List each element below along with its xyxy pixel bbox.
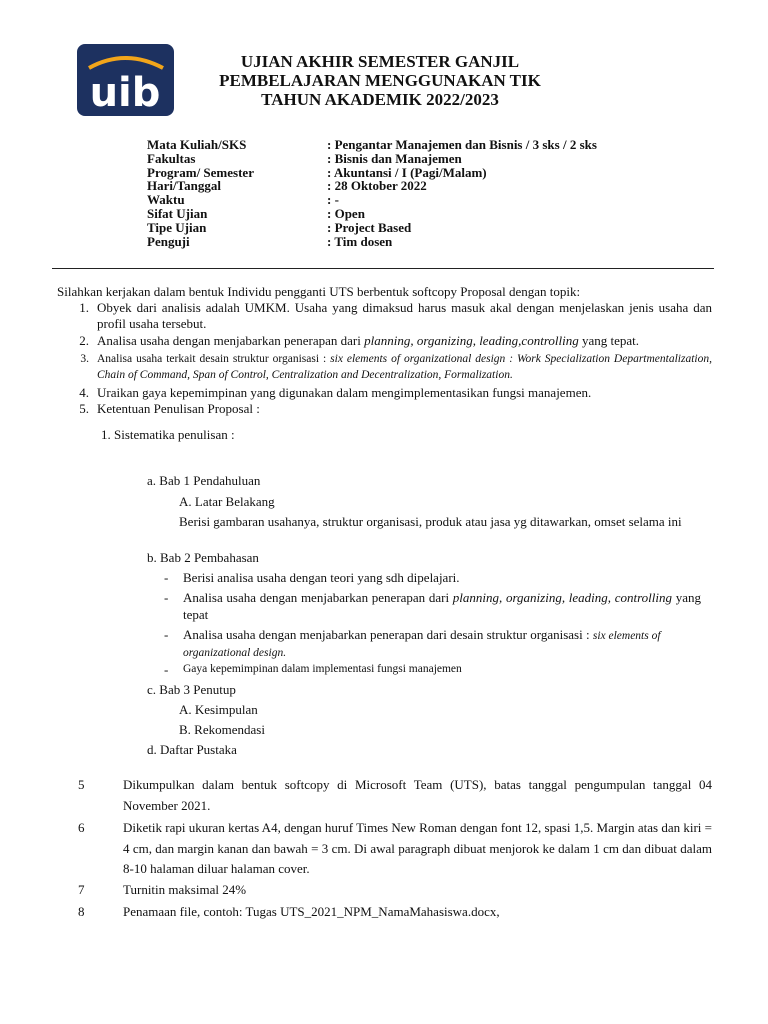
meta-value: : Project Based xyxy=(327,219,412,235)
item-number: 5. xyxy=(79,401,89,416)
rule-text: Dikumpulkan dalam bentuk softcopy di Microsoft Team (UTS), batas tanggal pengumpulan tanggal 04 November 2021. xyxy=(123,777,712,813)
meta-value: : Tim dosen xyxy=(327,233,393,249)
meta-value: : - xyxy=(327,192,339,208)
exam-header xyxy=(180,52,580,109)
meta-row xyxy=(147,207,597,221)
bullet-dash: - xyxy=(164,570,169,585)
divider xyxy=(52,268,714,269)
bullet-dash: - xyxy=(164,662,169,677)
bullet-dash: - xyxy=(164,627,169,642)
meta-key: Waktu xyxy=(147,192,185,208)
item-text-part: Analisa usaha dengan menjabarkan penerapan dari xyxy=(97,333,365,348)
exam-meta xyxy=(147,138,597,248)
bab1-heading: a. Bab 1 Pendahuluan xyxy=(147,473,261,488)
item-text-part: Analisa usaha terkait desain struktur organisasi : xyxy=(97,353,331,365)
meta-row xyxy=(147,138,597,152)
item-text: Ketentuan Penulisan Proposal : xyxy=(97,401,260,416)
header-year: TAHUN AKADEMIK 2022/2023 xyxy=(261,90,499,109)
bab2-item-part: yang tepat xyxy=(183,590,701,622)
rule-number: 6 xyxy=(78,820,85,835)
rule-number: 7 xyxy=(78,882,85,897)
meta-row xyxy=(147,193,597,207)
header-subtitle: PEMBELAJARAN MENGGUNAKAN TIK xyxy=(219,71,541,90)
bab1-item: A. Latar Belakang xyxy=(179,494,275,509)
meta-key: Penguji xyxy=(147,233,190,249)
meta-row xyxy=(147,235,597,249)
bab3-heading: c. Bab 3 Penutup xyxy=(147,682,236,697)
bab2-item-italic: planning, organizing, leading, controlling xyxy=(452,590,673,605)
meta-key: Mata Kuliah/SKS xyxy=(147,137,247,152)
meta-key: Tipe Ujian xyxy=(147,219,207,235)
list-item xyxy=(57,333,712,349)
item-text-italic: planning, organizing, leading,controlling xyxy=(364,333,579,348)
bab2-item: Berisi analisa usaha dengan teori yang sdh dipelajari. xyxy=(183,570,460,585)
bab2-item xyxy=(183,627,713,661)
item-number: 3. xyxy=(80,353,89,365)
rule-text: Penamaan file, contoh: Tugas UTS_2021_NPM_NamaMahasiswa.docx, xyxy=(123,904,500,919)
bab3-item: B. Rekomendasi xyxy=(179,722,265,737)
meta-key: Hari/Tanggal xyxy=(147,178,221,194)
bab2-item-part: Analisa usaha dengan menjabarkan penerapan dari desain struktur organisasi : xyxy=(183,627,593,642)
header-title: UJIAN AKHIR SEMESTER GANJIL xyxy=(240,52,520,71)
meta-value: : Pengantar Manajemen dan Bisnis / 3 sks / 2 sks xyxy=(327,137,597,152)
meta-row xyxy=(147,221,597,235)
bab4-heading: d. Daftar Pustaka xyxy=(147,742,237,757)
item-text-italic: six elements of organizational design : Work Specialization Departmentalization, Chain of Command, Span of Control, Centralization and Decentralization, Formalization. xyxy=(97,353,712,381)
meta-value: : Bisnis dan Manajemen xyxy=(327,150,462,166)
item-number: 1. xyxy=(79,300,89,315)
rule-text: Turnitin maksimal 24% xyxy=(123,882,247,897)
list-item xyxy=(57,300,712,332)
bab1-description: Berisi gambaran usahanya, struktur organisasi, produk atau jasa yg ditawarkan, omset selama ini xyxy=(179,514,682,529)
bab3-item: A. Kesimpulan xyxy=(179,702,258,717)
item-number: 2. xyxy=(79,333,89,348)
list-item xyxy=(57,385,712,401)
meta-key: Sifat Ujian xyxy=(147,205,208,221)
meta-value: : Akuntansi / I (Pagi/Malam) xyxy=(327,164,487,180)
intro-text: Silahkan kerjakan dalam bentuk Individu pengganti UTS berbentuk softcopy Proposal dengan topik: xyxy=(57,284,581,299)
instructions xyxy=(57,284,712,417)
list-item xyxy=(57,351,712,383)
item-number: 4. xyxy=(79,385,89,400)
meta-value: : 28 Oktober 2022 xyxy=(327,178,427,194)
item-text xyxy=(97,333,712,349)
rule-number: 5 xyxy=(78,777,85,792)
bullet-dash: - xyxy=(164,590,169,605)
bab2-heading: b. Bab 2 Pembahasan xyxy=(147,550,259,565)
meta-row xyxy=(147,166,597,180)
item-text-part: yang tepat. xyxy=(578,333,640,348)
uib-logo xyxy=(77,44,174,116)
bab2-item-italic: six elements of organizational design. xyxy=(183,630,661,659)
rule-text: Diketik rapi ukuran kertas A4, dengan huruf Times New Roman dengan font 12, spasi 1,5. Margin atas dan kiri = 4 cm, dan margin kanan dan bawah = 3 cm. Di awal paragraph dibuat menjorok ke dalam 1 cm dan dibuat dalam 8-10 halaman diluar halaman cover. xyxy=(123,820,712,876)
svg-text:uib: uib xyxy=(89,70,161,116)
list-item xyxy=(57,401,712,417)
meta-row xyxy=(147,179,597,193)
meta-row xyxy=(147,152,597,166)
rule-number: 8 xyxy=(78,904,85,919)
meta-key: Fakultas xyxy=(147,150,196,166)
bab2-item xyxy=(183,590,701,623)
item-text: Uraikan gaya kepemimpinan yang digunakan dalam mengimplementasikan fungsi manajemen. xyxy=(97,385,592,400)
meta-value: : Open xyxy=(327,205,365,221)
bab2-item: Gaya kepemimpinan dalam implementasi fungsi manajemen xyxy=(183,663,462,675)
item-text: Obyek dari analisis adalah UMKM. Usaha yang dimaksud harus masuk akal dengan menjelaskan jenis usaha dan profil usaha tersebut. xyxy=(97,300,712,331)
sistematika-title: 1. Sistematika penulisan : xyxy=(101,427,235,442)
item-text xyxy=(97,351,712,383)
meta-key: Program/ Semester xyxy=(147,164,254,180)
bab2-item-part: Analisa usaha dengan menjabarkan penerapan dari xyxy=(183,590,453,605)
